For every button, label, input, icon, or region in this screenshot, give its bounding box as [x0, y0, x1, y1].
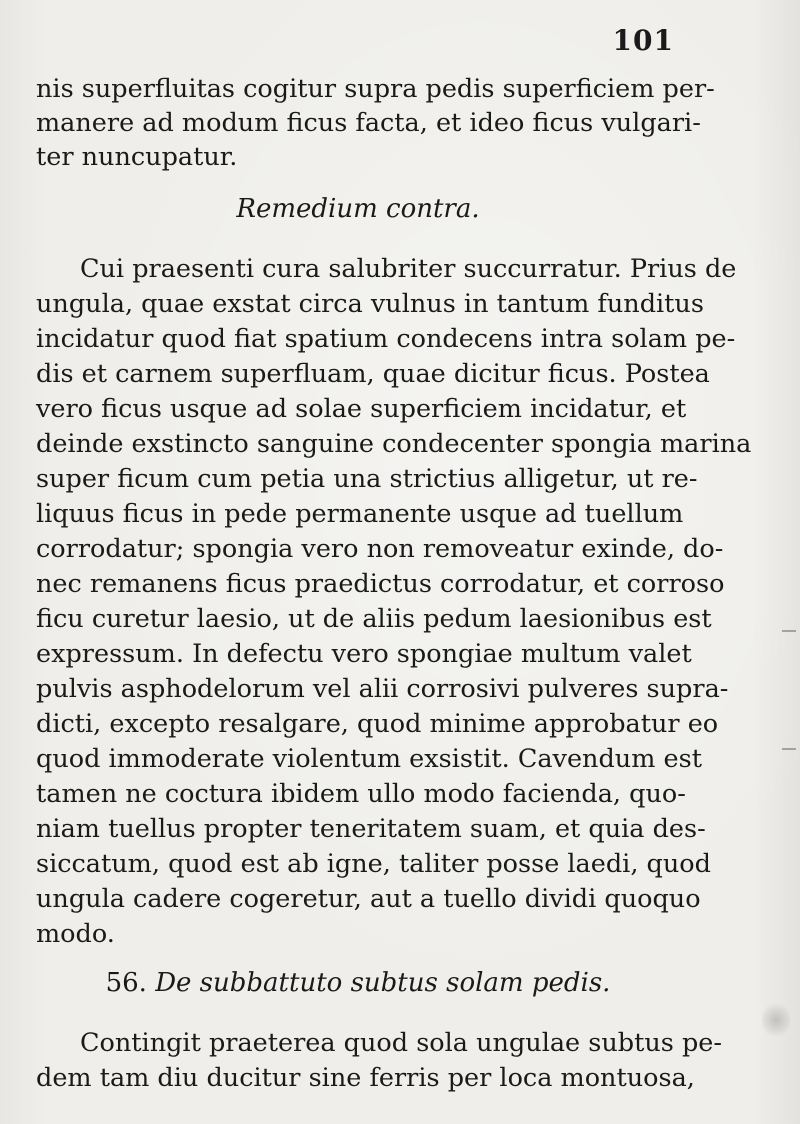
text-line: nec remanens ficus praedictus corrodatur, et corroso	[36, 569, 725, 599]
page-smudge	[762, 1000, 790, 1040]
text-line: dis et carnem superfluam, quae dicitur ficus. Postea	[36, 359, 710, 389]
text-line: liquus ficus in pede permanente usque ad tuellum	[36, 499, 684, 529]
section-heading	[36, 966, 680, 1000]
text-line: dem tam diu ducitur sine ferris per loca montuosa,	[36, 1063, 695, 1093]
text-line: Cui praesenti cura salubriter succurratur. Prius de	[80, 254, 737, 284]
edge-mark	[782, 630, 796, 632]
text-line: nis superfluitas cogitur supra pedis superficiem per-	[36, 74, 715, 104]
text-line: dicti, excepto resalgare, quod minime approbatur eo	[36, 709, 719, 739]
text-line: niam tuellus propter teneritatem suam, et quia des-	[36, 814, 706, 844]
text-line: tamen ne coctura ibidem ullo modo facienda, quo-	[36, 779, 686, 809]
text-line: manere ad modum ficus facta, et ideo ficus vulgari-	[36, 108, 701, 138]
text-line: modo.	[36, 919, 115, 949]
subheading-remedium: Remedium contra.	[236, 194, 480, 224]
text-line: quod immoderate violentum exsistit. Cavendum est	[36, 744, 702, 774]
text-line: ungula cadere cogeretur, aut a tuello dividi quoquo	[36, 884, 701, 914]
text-line: siccatum, quod est ab igne, taliter posse laedi, quod	[36, 849, 711, 879]
section-title: De subbattuto subtus solam pedis.	[155, 968, 611, 998]
text-line: ficu curetur laesio, ut de aliis pedum laesionibus est	[36, 604, 712, 634]
text-line: ungula, quae exstat circa vulnus in tantum funditus	[36, 289, 704, 319]
text-line: vero ficus usque ad solae superficiem incidatur, et	[36, 394, 687, 424]
text-line: expressum. In defectu vero spongiae multum valet	[36, 639, 692, 669]
text-line: incidatur quod fiat spatium condecens intra solam pe-	[36, 324, 736, 354]
text-line: corrodatur; spongia vero non removeatur exinde, do-	[36, 534, 724, 564]
text-line: ter nuncupatur.	[36, 142, 238, 172]
text-line: deinde exstincto sanguine condecenter spongia marina	[36, 429, 752, 459]
text-line: super ficum cum petia una strictius alligetur, ut re-	[36, 464, 698, 494]
page-number: 101	[612, 24, 674, 57]
text-line: pulvis asphodelorum vel alii corrosivi pulveres supra-	[36, 674, 729, 704]
section-number: 56.	[105, 968, 147, 998]
edge-mark	[782, 748, 796, 750]
text-line: Contingit praeterea quod sola ungulae subtus pe-	[80, 1028, 722, 1058]
